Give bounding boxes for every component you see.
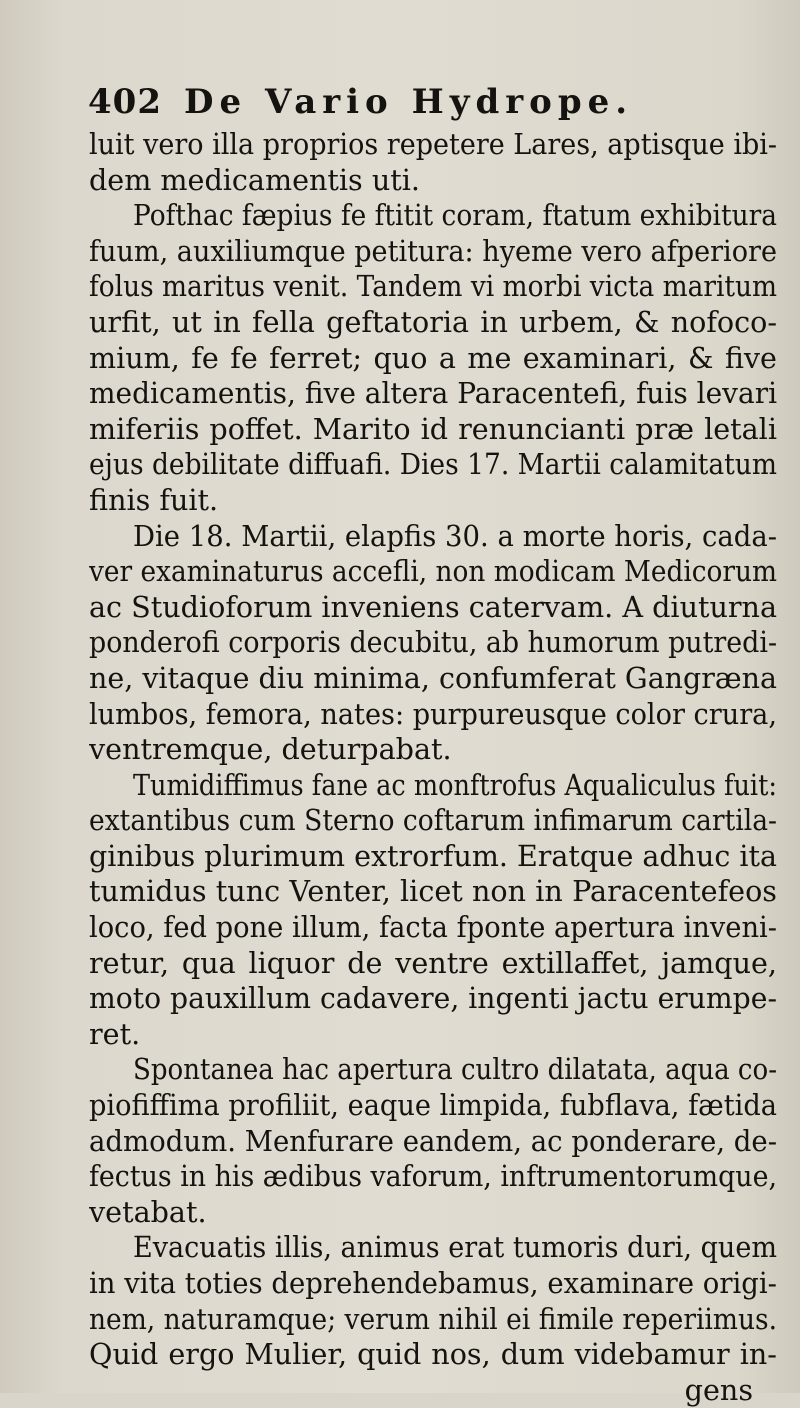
text-line: ac Studioforum inveniens catervam. A diuturna <box>89 589 777 624</box>
text-line: extantibus cum Sterno coftarum infimarum cartila- <box>89 803 777 838</box>
text-line: lumbos, femora, nates: purpureusque color crura, <box>89 696 777 731</box>
text-line: moto pauxillum cadavere, ingenti jactu erumpe- <box>89 981 777 1016</box>
text-line: vetabat. <box>89 1194 207 1229</box>
text-line: Quid ergo Mulier, quid nos, dum videbamur in- <box>89 1337 777 1372</box>
catchword: gens <box>684 1372 753 1407</box>
running-title: De Vario Hydrope. <box>183 82 634 122</box>
text-line: ne, vitaque diu minima, confumferat Gangræna <box>89 660 777 695</box>
text-line: finis fuit. <box>89 482 219 517</box>
text-line: Tumidiffimus fane ac monftrofus Aqualiculus fuit: <box>133 767 777 802</box>
text-line: Pofthac fæpius fe ftitit coram, ftatum exhibitura <box>133 198 777 233</box>
text-line: folus maritus venit. Tandem vi morbi victa maritum <box>89 269 777 304</box>
running-header <box>88 82 633 122</box>
text-line: Die 18. Martii, elapfis 30. a morte horis, cada- <box>133 518 777 553</box>
text-line: loco, fed pone illum, facta fponte apertura inveni- <box>89 910 777 945</box>
text-line: ventremque, deturpabat. <box>89 732 452 767</box>
text-line: piofiffima profiliit, eaque limpida, fubflava, fætida <box>89 1088 777 1123</box>
text-line: ver examinaturus accefli, non modicam Medicorum <box>89 554 777 589</box>
text-line: medicamentis, five altera Paracentefi, fuis levari <box>89 376 777 411</box>
text-line: fectus in his ædibus vaforum, inftrumentorumque, <box>89 1159 777 1194</box>
text-line: luit vero illa proprios repetere Lares, aptisque ibi- <box>89 127 777 161</box>
text-line: in vita toties deprehendebamus, examinare origi- <box>89 1266 777 1300</box>
text-line: mium, fe fe ferret; quo a me examinari, & five <box>89 340 777 375</box>
page-number: 402 <box>88 82 162 122</box>
text-line: ret. <box>89 1016 141 1051</box>
text-line: urfit, ut in fella geftatoria in urbem, & nofoco- <box>89 304 777 339</box>
text-line: Spontanea hac apertura cultro dilatata, aqua co- <box>133 1052 777 1087</box>
text-line: dem medicamentis uti. <box>89 162 420 197</box>
text-line: Evacuatis illis, animus erat tumoris duri, quem <box>133 1230 777 1265</box>
text-line: fuum, auxiliumque petitura: hyeme vero afperiore <box>89 233 777 268</box>
text-line: tumidus tunc Venter, licet non in Paracentefeos <box>89 874 777 909</box>
text-line: admodum. Menfurare eandem, ac ponderare, de- <box>89 1123 777 1158</box>
body-text <box>89 127 777 1408</box>
text-line: miferiis poffet. Marito id renuncianti præ letali <box>89 411 777 446</box>
text-line: ginibus plurimum extrorfum. Eratque adhuc ita <box>89 838 777 873</box>
text-line: ponderofi corporis decubitu, ab humorum putredi- <box>89 625 777 660</box>
text-line: retur, qua liquor de ventre extillaffet, jamque, <box>89 945 777 980</box>
text-line: nem, naturamque; verum nihil ei fimile reperiimus. <box>89 1301 777 1336</box>
text-line: ejus debilitate diffuafi. Dies 17. Martii calamitatum <box>89 447 777 482</box>
